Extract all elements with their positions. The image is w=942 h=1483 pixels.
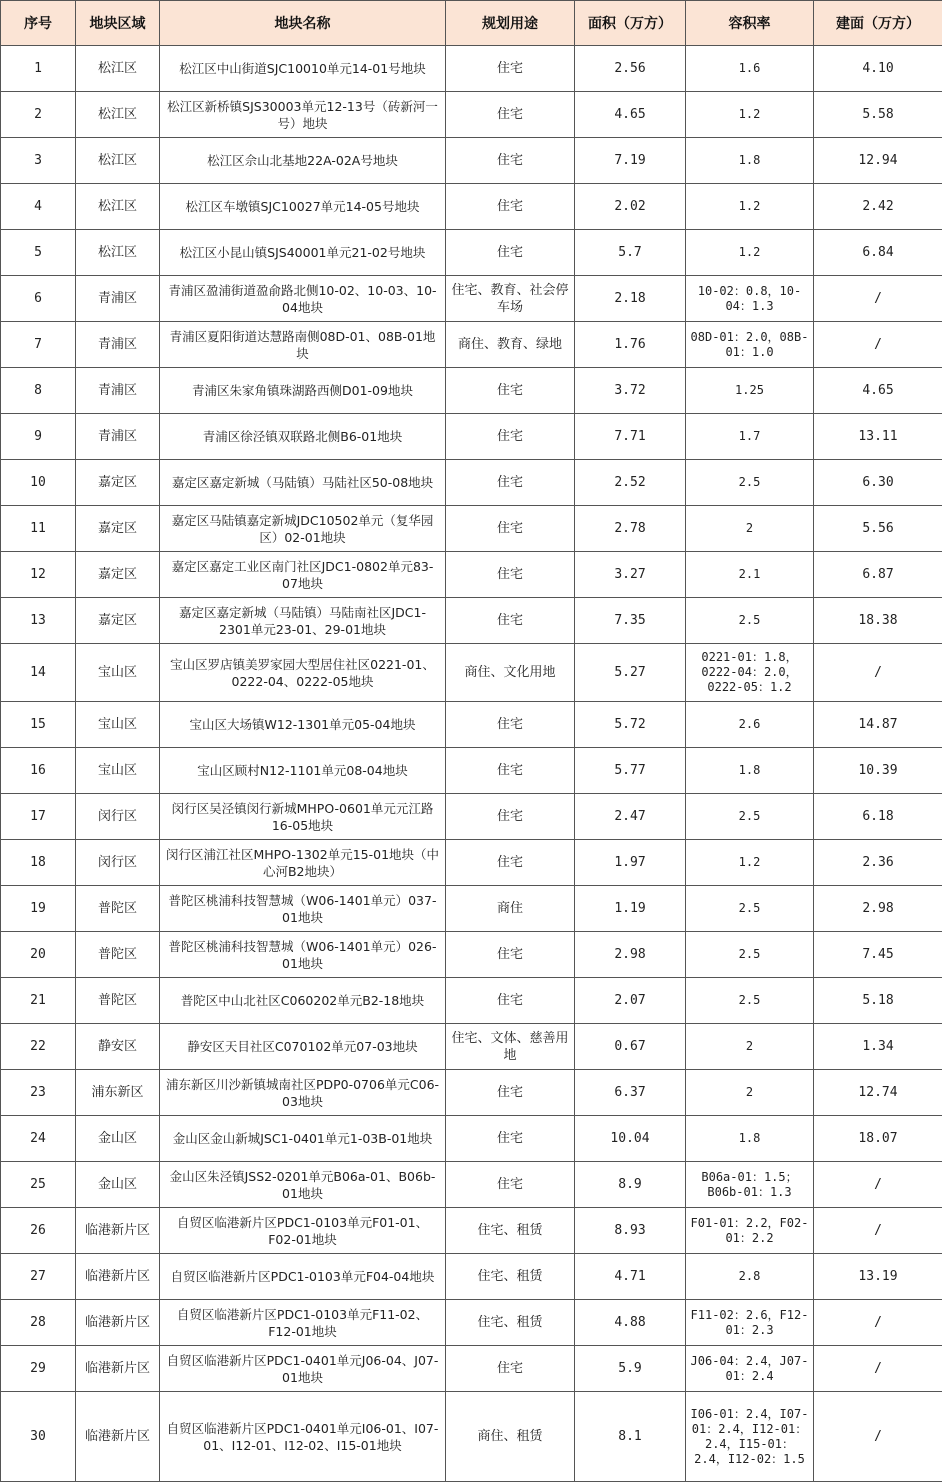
cell-floor-area: 2.98 [814, 886, 942, 932]
cell-region: 浦东新区 [76, 1070, 160, 1116]
cell-planned-use: 住宅 [446, 506, 575, 552]
cell-region: 金山区 [76, 1116, 160, 1162]
table-row [1, 92, 942, 138]
cell-planned-use: 住宅 [446, 1346, 575, 1392]
cell-seq: 19 [1, 886, 76, 932]
cell-planned-use: 住宅 [446, 414, 575, 460]
cell-seq: 23 [1, 1070, 76, 1116]
cell-region: 松江区 [76, 46, 160, 92]
cell-seq: 10 [1, 460, 76, 506]
cell-area: 5.27 [575, 644, 686, 702]
cell-parcel-name: 闵行区吴泾镇闵行新城MHPO-0601单元元江路16-05地块 [160, 794, 446, 840]
cell-floor-area: 5.18 [814, 978, 942, 1024]
cell-parcel-name: 松江区新桥镇SJS30003单元12-13号（砖新河一号）地块 [160, 92, 446, 138]
cell-plot-ratio: I06-01：2.4，I07-01：2.4，I12-01：2.4，I15-01：2.4，I12-02：1.5 [686, 1392, 814, 1482]
header-plot-ratio: 容积率 [686, 1, 814, 46]
cell-floor-area: / [814, 1162, 942, 1208]
cell-area: 7.35 [575, 598, 686, 644]
cell-planned-use: 住宅、租赁 [446, 1208, 575, 1254]
cell-area: 1.19 [575, 886, 686, 932]
cell-region: 临港新片区 [76, 1346, 160, 1392]
cell-parcel-name: 自贸区临港新片区PDC1-0401单元J06-04、J07-01地块 [160, 1346, 446, 1392]
cell-floor-area: 6.18 [814, 794, 942, 840]
cell-region: 普陀区 [76, 978, 160, 1024]
cell-plot-ratio: 1.25 [686, 368, 814, 414]
cell-seq: 17 [1, 794, 76, 840]
table-row [1, 368, 942, 414]
cell-area: 4.71 [575, 1254, 686, 1300]
cell-plot-ratio: 1.7 [686, 414, 814, 460]
cell-plot-ratio: 1.2 [686, 184, 814, 230]
header-floor-area: 建面（万方） [814, 1, 942, 46]
cell-parcel-name: 普陀区中山北社区C060202单元B2-18地块 [160, 978, 446, 1024]
cell-area: 7.19 [575, 138, 686, 184]
cell-plot-ratio: 1.2 [686, 840, 814, 886]
cell-region: 松江区 [76, 184, 160, 230]
cell-seq: 5 [1, 230, 76, 276]
cell-floor-area: 18.38 [814, 598, 942, 644]
cell-region: 宝山区 [76, 748, 160, 794]
cell-plot-ratio: J06-04：2.4，J07-01：2.4 [686, 1346, 814, 1392]
table-row [1, 414, 942, 460]
cell-area: 10.04 [575, 1116, 686, 1162]
cell-seq: 20 [1, 932, 76, 978]
cell-seq: 6 [1, 276, 76, 322]
cell-plot-ratio: F11-02：2.6，F12-01：2.3 [686, 1300, 814, 1346]
cell-plot-ratio: 1.8 [686, 1116, 814, 1162]
header-row [1, 1, 942, 46]
cell-planned-use: 商住 [446, 886, 575, 932]
table-row [1, 230, 942, 276]
cell-region: 松江区 [76, 92, 160, 138]
cell-parcel-name: 青浦区朱家角镇珠湖路西侧D01-09地块 [160, 368, 446, 414]
cell-region: 临港新片区 [76, 1392, 160, 1482]
cell-plot-ratio: 2.5 [686, 886, 814, 932]
cell-area: 2.78 [575, 506, 686, 552]
cell-floor-area: 5.56 [814, 506, 942, 552]
cell-plot-ratio: 2.6 [686, 702, 814, 748]
cell-plot-ratio: 1.8 [686, 138, 814, 184]
header-area: 面积（万方） [575, 1, 686, 46]
cell-seq: 11 [1, 506, 76, 552]
cell-planned-use: 住宅 [446, 552, 575, 598]
table-row [1, 1162, 942, 1208]
table-row [1, 276, 942, 322]
cell-planned-use: 住宅、教育、社会停车场 [446, 276, 575, 322]
cell-planned-use: 住宅 [446, 138, 575, 184]
cell-plot-ratio: 2.5 [686, 460, 814, 506]
cell-area: 3.27 [575, 552, 686, 598]
cell-plot-ratio: 2.8 [686, 1254, 814, 1300]
cell-region: 青浦区 [76, 414, 160, 460]
cell-parcel-name: 静安区天目社区C070102单元07-03地块 [160, 1024, 446, 1070]
table-row [1, 138, 942, 184]
table-row [1, 978, 942, 1024]
cell-plot-ratio: 08D-01：2.0，08B-01：1.0 [686, 322, 814, 368]
cell-region: 松江区 [76, 138, 160, 184]
table-row [1, 840, 942, 886]
cell-parcel-name: 松江区中山街道SJC10010单元14-01号地块 [160, 46, 446, 92]
cell-plot-ratio: B06a-01：1.5；B06b-01：1.3 [686, 1162, 814, 1208]
cell-planned-use: 住宅 [446, 368, 575, 414]
cell-area: 1.97 [575, 840, 686, 886]
cell-parcel-name: 普陀区桃浦科技智慧城（W06-1401单元）026-01地块 [160, 932, 446, 978]
cell-area: 2.98 [575, 932, 686, 978]
cell-region: 嘉定区 [76, 460, 160, 506]
cell-floor-area: / [814, 1346, 942, 1392]
cell-plot-ratio: 0221-01：1.8，0222-04：2.0，0222-05：1.2 [686, 644, 814, 702]
cell-parcel-name: 宝山区顾村N12-1101单元08-04地块 [160, 748, 446, 794]
cell-floor-area: 13.19 [814, 1254, 942, 1300]
cell-floor-area: 6.87 [814, 552, 942, 598]
table-row [1, 1300, 942, 1346]
cell-plot-ratio: 2.5 [686, 598, 814, 644]
cell-floor-area: 1.34 [814, 1024, 942, 1070]
cell-seq: 3 [1, 138, 76, 184]
cell-parcel-name: 嘉定区嘉定新城（马陆镇）马陆社区50-08地块 [160, 460, 446, 506]
cell-floor-area: 2.36 [814, 840, 942, 886]
cell-planned-use: 住宅 [446, 1116, 575, 1162]
cell-area: 8.1 [575, 1392, 686, 1482]
cell-region: 金山区 [76, 1162, 160, 1208]
cell-parcel-name: 嘉定区嘉定工业区南门社区JDC1-0802单元83-07地块 [160, 552, 446, 598]
cell-plot-ratio: 2.1 [686, 552, 814, 598]
cell-seq: 24 [1, 1116, 76, 1162]
cell-region: 临港新片区 [76, 1300, 160, 1346]
cell-region: 临港新片区 [76, 1254, 160, 1300]
cell-region: 嘉定区 [76, 506, 160, 552]
cell-planned-use: 住宅 [446, 978, 575, 1024]
cell-area: 2.07 [575, 978, 686, 1024]
cell-region: 静安区 [76, 1024, 160, 1070]
cell-floor-area: 2.42 [814, 184, 942, 230]
cell-area: 2.52 [575, 460, 686, 506]
cell-planned-use: 住宅 [446, 1162, 575, 1208]
cell-region: 嘉定区 [76, 598, 160, 644]
cell-area: 0.67 [575, 1024, 686, 1070]
table-row [1, 1392, 942, 1482]
cell-region: 青浦区 [76, 276, 160, 322]
cell-floor-area: 12.74 [814, 1070, 942, 1116]
table-row [1, 1116, 942, 1162]
cell-plot-ratio: 2.5 [686, 932, 814, 978]
cell-plot-ratio: 2.5 [686, 978, 814, 1024]
cell-planned-use: 商住、教育、绿地 [446, 322, 575, 368]
cell-area: 2.18 [575, 276, 686, 322]
table-row [1, 460, 942, 506]
cell-region: 青浦区 [76, 322, 160, 368]
table-row [1, 794, 942, 840]
cell-parcel-name: 青浦区徐泾镇双联路北侧B6-01地块 [160, 414, 446, 460]
cell-plot-ratio: 1.8 [686, 748, 814, 794]
cell-parcel-name: 青浦区盈浦街道盈俞路北侧10-02、10-03、10-04地块 [160, 276, 446, 322]
table-row [1, 322, 942, 368]
cell-plot-ratio: 2 [686, 1024, 814, 1070]
table-row [1, 552, 942, 598]
table-row [1, 506, 942, 552]
table-row [1, 1208, 942, 1254]
cell-area: 2.02 [575, 184, 686, 230]
cell-region: 普陀区 [76, 886, 160, 932]
cell-parcel-name: 自贸区临港新片区PDC1-0103单元F11-02、F12-01地块 [160, 1300, 446, 1346]
cell-plot-ratio: 1.6 [686, 46, 814, 92]
cell-plot-ratio: 2 [686, 506, 814, 552]
cell-region: 普陀区 [76, 932, 160, 978]
table-row [1, 184, 942, 230]
cell-area: 7.71 [575, 414, 686, 460]
cell-area: 4.65 [575, 92, 686, 138]
cell-area: 3.72 [575, 368, 686, 414]
cell-planned-use: 住宅 [446, 932, 575, 978]
table-row [1, 1346, 942, 1392]
cell-seq: 26 [1, 1208, 76, 1254]
cell-floor-area: 18.07 [814, 1116, 942, 1162]
cell-region: 宝山区 [76, 702, 160, 748]
cell-seq: 28 [1, 1300, 76, 1346]
cell-seq: 9 [1, 414, 76, 460]
cell-floor-area: / [814, 1392, 942, 1482]
cell-parcel-name: 自贸区临港新片区PDC1-0103单元F01-01、F02-01地块 [160, 1208, 446, 1254]
table-row [1, 46, 942, 92]
cell-seq: 7 [1, 322, 76, 368]
cell-seq: 4 [1, 184, 76, 230]
cell-plot-ratio: 2.5 [686, 794, 814, 840]
cell-planned-use: 住宅、租赁 [446, 1300, 575, 1346]
cell-area: 5.9 [575, 1346, 686, 1392]
cell-region: 宝山区 [76, 644, 160, 702]
cell-seq: 22 [1, 1024, 76, 1070]
cell-floor-area: 10.39 [814, 748, 942, 794]
cell-planned-use: 住宅 [446, 840, 575, 886]
cell-floor-area: / [814, 1208, 942, 1254]
table-row [1, 644, 942, 702]
table-row [1, 702, 942, 748]
table-row [1, 748, 942, 794]
cell-planned-use: 住宅、租赁 [446, 1254, 575, 1300]
cell-region: 闵行区 [76, 840, 160, 886]
cell-area: 2.47 [575, 794, 686, 840]
cell-area: 5.7 [575, 230, 686, 276]
cell-seq: 8 [1, 368, 76, 414]
cell-area: 8.93 [575, 1208, 686, 1254]
cell-parcel-name: 自贸区临港新片区PDC1-0401单元I06-01、I07-01、I12-01、I12-02、I15-01地块 [160, 1392, 446, 1482]
cell-parcel-name: 金山区金山新城JSC1-0401单元1-03B-01地块 [160, 1116, 446, 1162]
cell-parcel-name: 松江区小昆山镇SJS40001单元21-02号地块 [160, 230, 446, 276]
cell-floor-area: 4.65 [814, 368, 942, 414]
cell-floor-area: 5.58 [814, 92, 942, 138]
cell-area: 2.56 [575, 46, 686, 92]
cell-area: 5.77 [575, 748, 686, 794]
cell-parcel-name: 宝山区大场镇W12-1301单元05-04地块 [160, 702, 446, 748]
cell-plot-ratio: 2 [686, 1070, 814, 1116]
cell-floor-area: / [814, 276, 942, 322]
cell-region: 青浦区 [76, 368, 160, 414]
cell-seq: 16 [1, 748, 76, 794]
table-row [1, 598, 942, 644]
table-row [1, 1024, 942, 1070]
cell-planned-use: 商住、文化用地 [446, 644, 575, 702]
cell-area: 1.76 [575, 322, 686, 368]
cell-floor-area: 4.10 [814, 46, 942, 92]
cell-parcel-name: 青浦区夏阳街道达慧路南侧08D-01、08B-01地块 [160, 322, 446, 368]
cell-seq: 27 [1, 1254, 76, 1300]
cell-area: 8.9 [575, 1162, 686, 1208]
table-row [1, 1070, 942, 1116]
cell-planned-use: 住宅 [446, 230, 575, 276]
cell-floor-area: 12.94 [814, 138, 942, 184]
cell-parcel-name: 嘉定区嘉定新城（马陆镇）马陆南社区JDC1-2301单元23-01、29-01地块 [160, 598, 446, 644]
cell-parcel-name: 嘉定区马陆镇嘉定新城JDC10502单元（复华园区）02-01地块 [160, 506, 446, 552]
cell-planned-use: 住宅 [446, 460, 575, 506]
cell-floor-area: 13.11 [814, 414, 942, 460]
cell-planned-use: 住宅 [446, 1070, 575, 1116]
cell-area: 5.72 [575, 702, 686, 748]
cell-parcel-name: 宝山区罗店镇美罗家园大型居住社区0221-01、0222-04、0222-05地块 [160, 644, 446, 702]
cell-floor-area: 6.30 [814, 460, 942, 506]
cell-parcel-name: 闵行区浦江社区MHPO-1302单元15-01地块（中心河B2地块） [160, 840, 446, 886]
cell-seq: 25 [1, 1162, 76, 1208]
cell-planned-use: 商住、租赁 [446, 1392, 575, 1482]
cell-floor-area: 14.87 [814, 702, 942, 748]
cell-seq: 15 [1, 702, 76, 748]
cell-seq: 14 [1, 644, 76, 702]
cell-seq: 12 [1, 552, 76, 598]
table-row [1, 886, 942, 932]
cell-floor-area: / [814, 644, 942, 702]
cell-area: 6.37 [575, 1070, 686, 1116]
cell-floor-area: 7.45 [814, 932, 942, 978]
cell-planned-use: 住宅 [446, 184, 575, 230]
cell-seq: 18 [1, 840, 76, 886]
cell-region: 闵行区 [76, 794, 160, 840]
cell-parcel-name: 普陀区桃浦科技智慧城（W06-1401单元）037-01地块 [160, 886, 446, 932]
cell-planned-use: 住宅 [446, 598, 575, 644]
cell-plot-ratio: 10-02：0.8，10-04：1.3 [686, 276, 814, 322]
cell-planned-use: 住宅 [446, 92, 575, 138]
cell-region: 松江区 [76, 230, 160, 276]
cell-floor-area: 6.84 [814, 230, 942, 276]
cell-region: 嘉定区 [76, 552, 160, 598]
cell-planned-use: 住宅 [446, 748, 575, 794]
cell-planned-use: 住宅 [446, 46, 575, 92]
header-region: 地块区域 [76, 1, 160, 46]
cell-seq: 2 [1, 92, 76, 138]
header-seq: 序号 [1, 1, 76, 46]
cell-parcel-name: 金山区朱泾镇JSS2-0201单元B06a-01、B06b-01地块 [160, 1162, 446, 1208]
cell-seq: 13 [1, 598, 76, 644]
cell-seq: 1 [1, 46, 76, 92]
cell-area: 4.88 [575, 1300, 686, 1346]
cell-planned-use: 住宅 [446, 702, 575, 748]
cell-floor-area: / [814, 322, 942, 368]
header-parcel-name: 地块名称 [160, 1, 446, 46]
header-planned-use: 规划用途 [446, 1, 575, 46]
cell-planned-use: 住宅 [446, 794, 575, 840]
cell-plot-ratio: 1.2 [686, 230, 814, 276]
table-row [1, 1254, 942, 1300]
table-row [1, 932, 942, 978]
cell-region: 临港新片区 [76, 1208, 160, 1254]
cell-parcel-name: 自贸区临港新片区PDC1-0103单元F04-04地块 [160, 1254, 446, 1300]
cell-seq: 21 [1, 978, 76, 1024]
cell-parcel-name: 松江区车墩镇SJC10027单元14-05号地块 [160, 184, 446, 230]
cell-parcel-name: 浦东新区川沙新镇城南社区PDP0-0706单元C06-03地块 [160, 1070, 446, 1116]
cell-plot-ratio: 1.2 [686, 92, 814, 138]
cell-plot-ratio: F01-01：2.2，F02-01：2.2 [686, 1208, 814, 1254]
cell-parcel-name: 松江区佘山北基地22A-02A号地块 [160, 138, 446, 184]
cell-seq: 29 [1, 1346, 76, 1392]
cell-seq: 30 [1, 1392, 76, 1482]
cell-planned-use: 住宅、文体、慈善用地 [446, 1024, 575, 1070]
cell-floor-area: / [814, 1300, 942, 1346]
